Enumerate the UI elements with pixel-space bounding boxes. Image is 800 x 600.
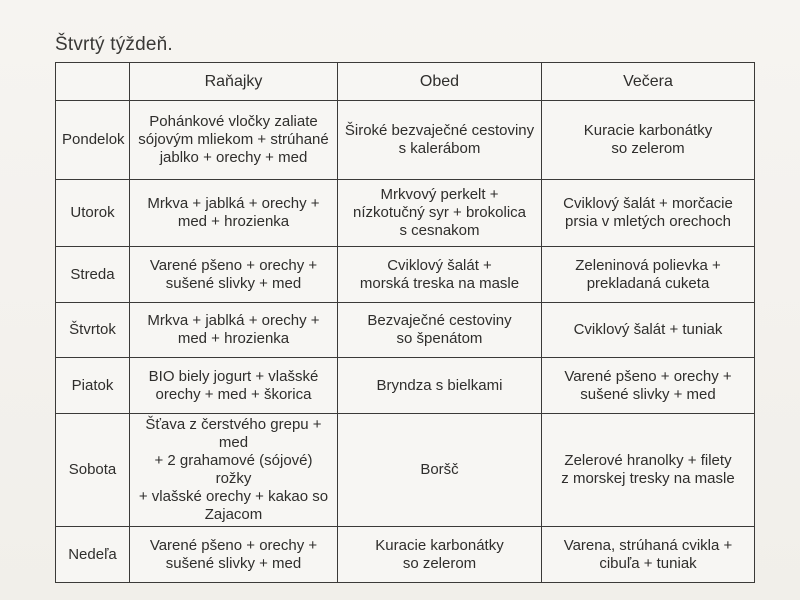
breakfast-cell: Pohánkové vločky zaliate sójovým mliekom + strúhané jablko + orechy + med [130,101,338,180]
breakfast-cell: Mrkva + jablká + orechy + med + hrozienka [130,303,338,358]
meal-plan-table [55,62,755,583]
dinner-cell: Cviklový šalát + morčacie prsia v mletých orechoch [542,180,755,247]
lunch-cell: Boršč [338,414,542,527]
day-cell: Nedeľa [56,527,130,583]
table-row [56,180,755,247]
day-cell: Pondelok [56,101,130,180]
lunch-cell: Bryndza s bielkami [338,358,542,414]
lunch-cell: Mrkvový perkelt + nízkotučný syr + brokolica s cesnakom [338,180,542,247]
dinner-cell: Varena, strúhaná cvikla + cibuľa + tuniak [542,527,755,583]
lunch-cell: Bezvaječné cestoviny so špenátom [338,303,542,358]
breakfast-cell: Varené pšeno + orechy + sušené slivky + med [130,527,338,583]
lunch-cell: Široké bezvaječné cestoviny s kalerábom [338,101,542,180]
dinner-cell: Kuracie karbonátky so zelerom [542,101,755,180]
lunch-cell: Kuracie karbonátky so zelerom [338,527,542,583]
table-row [56,101,755,180]
header-lunch: Obed [338,63,542,101]
day-cell: Piatok [56,358,130,414]
header-day [56,63,130,101]
dinner-cell: Zelerové hranolky + filety z morskej tresky na masle [542,414,755,527]
header-breakfast: Raňajky [130,63,338,101]
breakfast-cell: Šťava z čerstvého grepu + med + 2 grahamové (sójové) rožky + vlašské orechy + kakao so Zajacom [130,414,338,527]
day-cell: Sobota [56,414,130,527]
day-cell: Streda [56,247,130,303]
breakfast-cell: Varené pšeno + orechy + sušené slivky + med [130,247,338,303]
page-title: Štvrtý týždeň. [55,34,173,55]
table-row [56,358,755,414]
table-row [56,247,755,303]
breakfast-cell: BIO biely jogurt + vlašské orechy + med + škorica [130,358,338,414]
table-row [56,527,755,583]
table-header-row [56,63,755,101]
dinner-cell: Cviklový šalát + tuniak [542,303,755,358]
breakfast-cell: Mrkva + jablká + orechy + med + hrozienka [130,180,338,247]
day-cell: Utorok [56,180,130,247]
day-cell: Štvrtok [56,303,130,358]
dinner-cell: Zeleninová polievka + prekladaná cuketa [542,247,755,303]
table-row [56,303,755,358]
dinner-cell: Varené pšeno + orechy + sušené slivky + med [542,358,755,414]
header-dinner: Večera [542,63,755,101]
lunch-cell: Cviklový šalát + morská treska na masle [338,247,542,303]
table-row [56,414,755,527]
